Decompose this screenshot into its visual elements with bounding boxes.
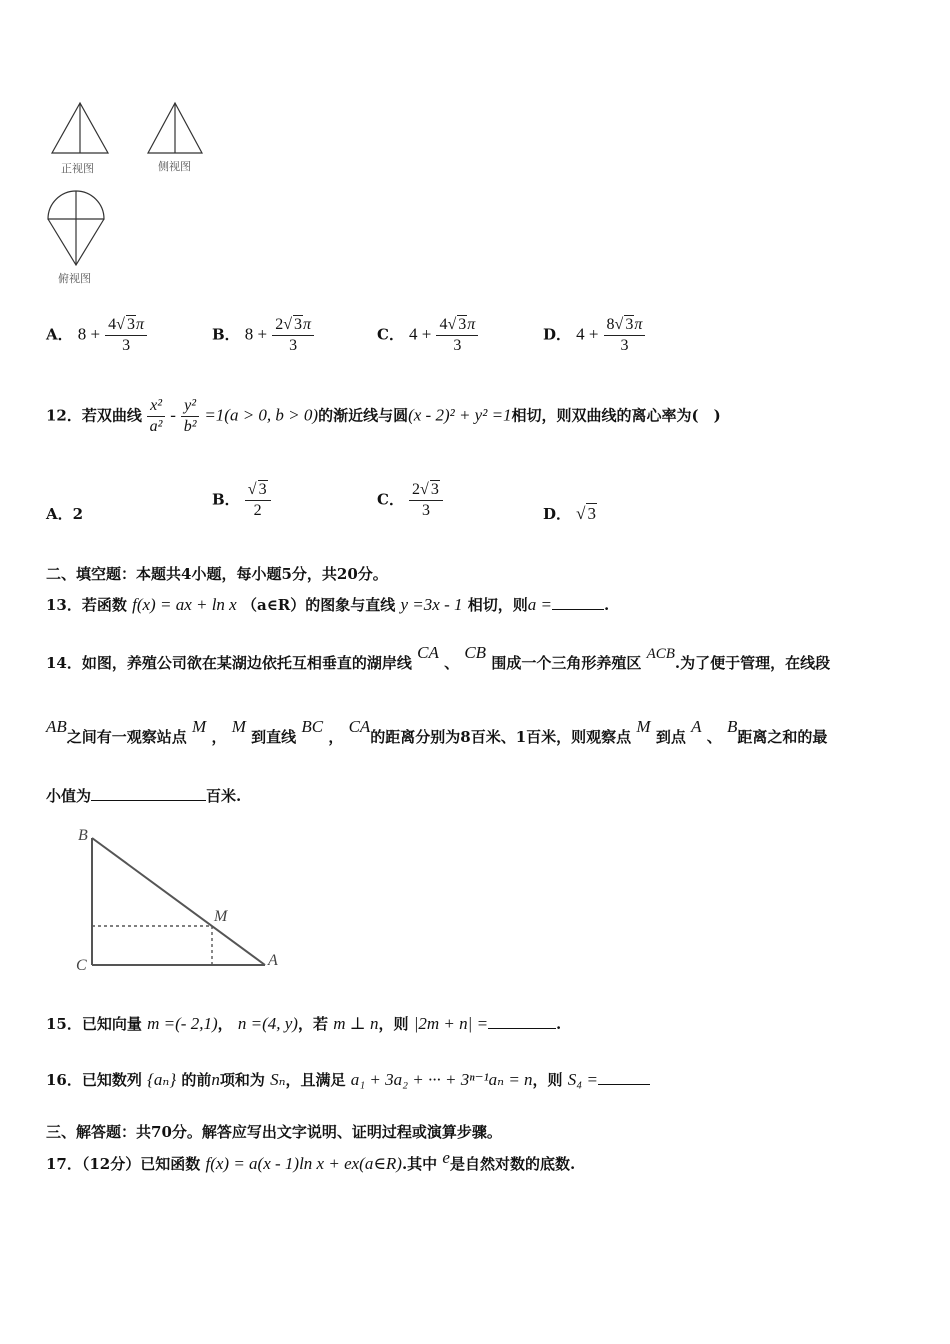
label-m: M — [214, 908, 228, 925]
q11-option-a[interactable]: A． 8 + $\frac{4√ 3\pi}{3}$ — [46, 315, 147, 355]
q12-circle: (x - 2)² + y² =1 — [408, 405, 512, 425]
q11-option-c[interactable]: C． 4 + $\frac{4√ 3\pi}{3}$ — [377, 315, 478, 355]
q12-option-a[interactable]: A．2 — [46, 505, 84, 523]
q14-line-2: AB之间有一观察站点 M ， M 到直线 BC ， CA的距离分别为8百米、1百米，则观察点 M 到点 A 、 B距离之和的最 — [46, 717, 828, 746]
label-a: A — [268, 952, 278, 969]
side-view-caption: 侧视图 — [158, 160, 191, 173]
q13-stem: 13．若函数 f(x) = ax + ln x （a∈R）的图象与直线 y =3x - 1 相切，则a = . — [46, 595, 610, 614]
front-view-caption: 正视图 — [61, 162, 94, 175]
q17-stem: 17．（12分）已知函数 f(x) = a(x - 1)ln x + ex(a∈R).其中 e是自然对数的底数. — [46, 1148, 576, 1173]
q14-line-3: 小值为 百米. — [46, 787, 242, 805]
label-b: B — [78, 827, 88, 844]
q12-condition: =1(a > 0, b > 0) — [204, 405, 319, 425]
q15-stem: 15．已知向量 m =(- 2,1)， n =(4, y)，若 m ⊥ n，则 |2m + n| = . — [46, 1014, 562, 1033]
q12-option-d[interactable]: D． √ 3 — [543, 504, 596, 523]
top-view-caption: 俯视图 — [58, 272, 91, 285]
q14-line-1: 14．如图，养殖公司欲在某湖边依托互相垂直的湖岸线 CA 、 CB 围成一个三角形养殖区 ACB.为了便于管理，在线段 — [46, 643, 831, 672]
q16-stem: 16．已知数列 {aₙ} 的前n项和为 Sₙ，且满足 a₁ + 3a₂ + ··· + 3ⁿ⁻¹aₙ = n，则 S₄ = — [46, 1069, 650, 1090]
triangle-figure — [70, 820, 290, 975]
section-3-heading: 三、解答题：共70分。解答应写出文字说明、证明过程或演算步骤。 — [46, 1123, 502, 1141]
q15-answer-blank[interactable] — [488, 1028, 556, 1029]
label-c: C — [76, 957, 87, 974]
q12-option-c[interactable]: C． $\frac{2√ 3}{3}$ — [377, 480, 443, 520]
three-view-figure — [40, 95, 220, 290]
q11-option-d[interactable]: D． 4 + $\frac{8√ 3\pi}{3}$ — [543, 315, 645, 355]
segment-ab — [92, 838, 265, 965]
q11-option-b[interactable]: B． 8 + $\frac{2√ 3\pi}{3}$ — [212, 315, 314, 355]
q12-option-b[interactable]: B． $\frac{√ 3}{2}$ — [212, 480, 271, 520]
q14-answer-blank[interactable] — [91, 800, 206, 801]
q12-stem: 12．若双曲线 $\frac{\text{x²}}{\text{a²}}$ - $\frac{\text{y²}}{\text{b²}}$ =1(a > 0, b > 0)的渐近线与圆(x - 2)² + y² =1相切，则双曲线的离心率为( ) — [46, 397, 721, 435]
q16-answer-blank[interactable] — [598, 1084, 650, 1085]
section-2-heading: 二、填空题：本题共4小题，每小题5分，共20分。 — [46, 565, 388, 583]
q13-answer-blank[interactable] — [552, 609, 604, 610]
